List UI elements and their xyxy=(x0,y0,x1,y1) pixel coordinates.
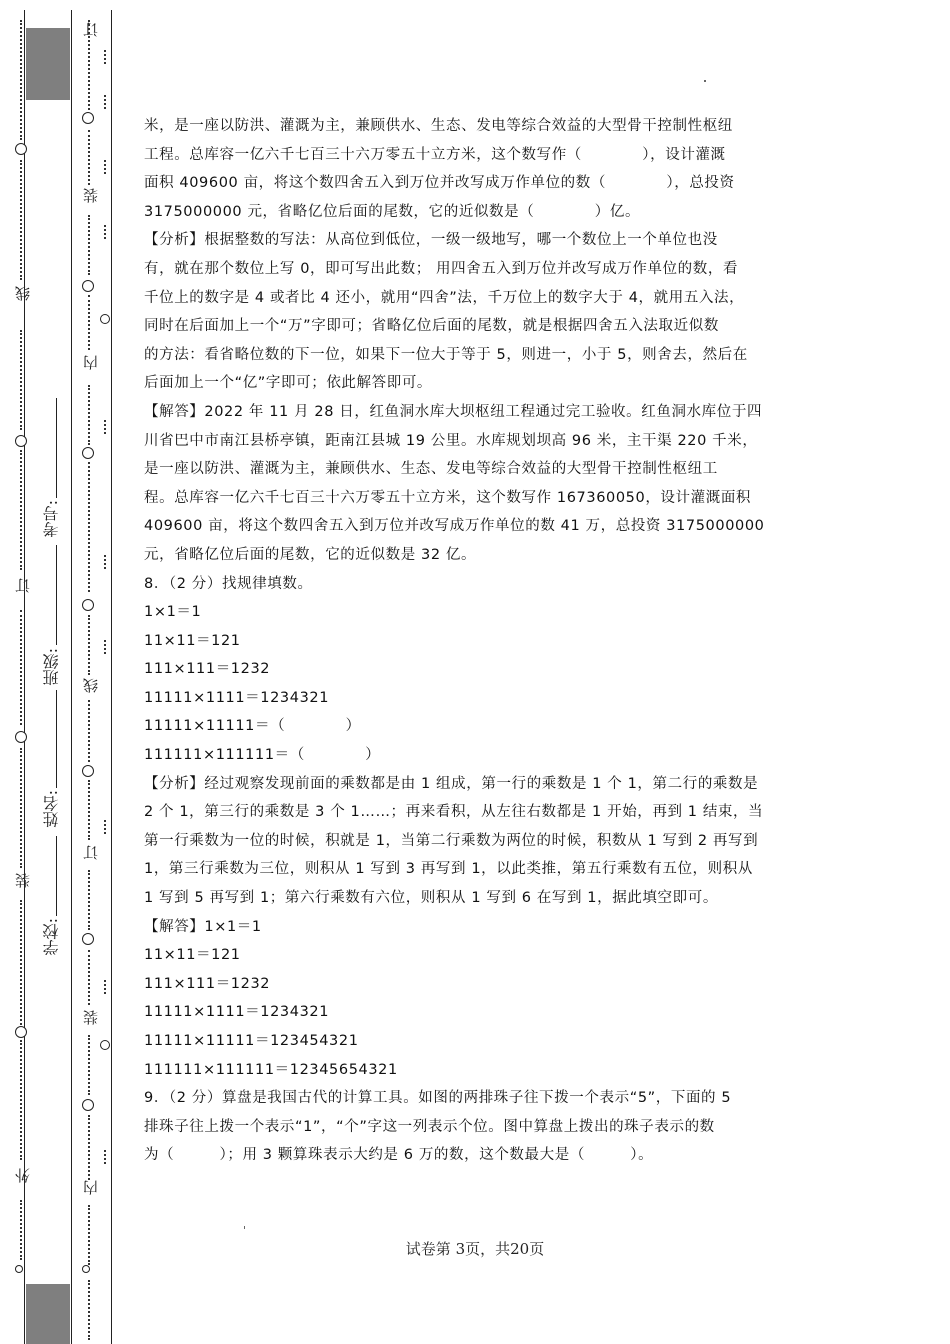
cut-line-inner xyxy=(88,870,90,930)
q7-answer-line: 川省巴中市南江县桥亭镇，距南江县城 19 公里。水库规划坝高 96 米，主干渠 220 千米， xyxy=(144,432,758,449)
q8-row: 11111×11111＝（ ） xyxy=(144,718,361,735)
cut-line-outer xyxy=(20,610,22,725)
inner-label-nei: 内 xyxy=(82,1180,100,1195)
q8-answer-line: 111×111＝1232 xyxy=(144,975,271,992)
outer-label-xian: 线 xyxy=(14,286,32,301)
cut-line-outer xyxy=(20,1040,22,1160)
binding-margin xyxy=(0,0,115,1344)
tick-mark xyxy=(104,1150,106,1164)
q7-line: 工程。总库容一亿六千七百三十六万零五十立方米，这个数写作（ ），设计灌溉 xyxy=(144,146,726,163)
cut-circle xyxy=(15,1265,23,1273)
tick-mark xyxy=(104,160,106,174)
field-exam-number-line[interactable] xyxy=(56,398,57,498)
field-name-line[interactable] xyxy=(56,690,57,788)
cut-circle xyxy=(82,765,94,777)
q9-line: 9．（2 分）算盘是我国古代的计算工具。如图的两排珠子往下拨一个表示“5”，下面的 5 xyxy=(144,1090,732,1107)
tick-mark xyxy=(104,820,106,834)
q8-analysis-line: 【分析】经过观察发现前面的乘数都是由 1 组成，第一行的乘数是 1 个 1，第二行的乘数是 xyxy=(144,775,759,792)
inner-label-zhuang: 装 xyxy=(82,188,100,203)
cut-circle xyxy=(82,933,94,945)
q8-answer-line: 11×11＝121 xyxy=(144,947,241,964)
binding-gray-block-top xyxy=(26,28,70,100)
q9-line: 排珠子往上拨一个表示“1”，“个”字这一列表示个位。图中算盘上拨出的珠子表示的数 xyxy=(144,1118,715,1135)
cut-line-inner xyxy=(88,950,90,1005)
binding-gray-block-bottom xyxy=(26,1284,70,1344)
q7-answer-line: 【解答】2022 年 11 月 28 日，红鱼洞水库大坝枢纽工程通过完工验收。红鱼洞水库位于四 xyxy=(144,403,763,420)
cut-line-outer xyxy=(20,748,22,868)
cut-line-outer xyxy=(20,450,22,570)
q7-answer-line: 程。总库容一亿六千七百三十六万零五十立方米，这个数写作 167360050，设计灌溉面积 xyxy=(144,489,752,506)
cut-circle xyxy=(82,112,94,124)
q7-analysis-line: 的方法：看省略位数的下一位，如果下一位大于等于 5，则进一，小于 5，则舍去，然后在 xyxy=(144,346,748,363)
q8-analysis-line: 1，第三行乘数为三位，则积从 1 写到 3 再写到 1，以此类推，第五行乘数有五位，则积从 xyxy=(144,861,753,878)
q8-row: 1×1＝1 xyxy=(144,604,202,621)
q8-analysis-line: 2 个 1，第三行的乘数是 3 个 1……；再来看积，从左往右数都是 1 开始，再到 1 结束，当 xyxy=(144,804,764,821)
q7-analysis-line: 【分析】根据整数的写法：从高位到低位，一级一级地写，哪一个数位上一个单位也没 xyxy=(144,232,718,249)
cut-line-inner xyxy=(88,295,90,350)
cut-line-outer xyxy=(20,900,22,1025)
cut-circle xyxy=(15,143,27,155)
q8-analysis-line: 1 写到 5 再写到 1；第六行乘数有六位，则积从 1 写到 6 在写到 1，据此填空即可。 xyxy=(144,890,718,907)
q8-analysis-line: 第一行乘数为一位的时候，积就是 1，当第二行乘数为两位的时候，积数从 1 写到 2 再写到 xyxy=(144,832,759,849)
q7-analysis-line: 同时在后面加上一个“万”字即可；省略亿位后面的尾数，就是根据四舍五入法取近似数 xyxy=(144,318,719,335)
cut-line-outer xyxy=(20,20,22,140)
inner-label-ding: 订 xyxy=(82,22,100,37)
q7-line: 米，是一座以防洪、灌溉为主，兼顾供水、生态、发电等综合效益的大型骨干控制性枢纽 xyxy=(144,118,733,134)
inner-label-zhuang: 装 xyxy=(82,1010,100,1025)
cut-circle xyxy=(82,447,94,459)
field-exam-number-label: 考号: xyxy=(42,500,61,538)
tick-mark xyxy=(104,95,106,109)
q7-analysis-line: 后面加上一个“亿”字即可；依此解答即可。 xyxy=(144,375,433,392)
scan-speck xyxy=(244,1226,245,1229)
q9-line: 为（ ）；用 3 颗算珠表示大约是 6 万的数，这个数最大是（ ）。 xyxy=(144,1147,654,1164)
cut-line-inner xyxy=(88,130,90,185)
tick-mark xyxy=(104,980,106,994)
question9 xyxy=(144,1084,814,1170)
q8-answer-line: 【解答】1×1＝1 xyxy=(144,918,262,935)
cut-line-inner xyxy=(88,1035,90,1095)
q7-analysis-line: 千位上的数字是 4 或者比 4 还小，就用“四舍”法，千万位上的数字大于 4，就用五入法， xyxy=(144,289,745,306)
cut-circle xyxy=(82,1099,94,1111)
q7-answer-line: 409600 亩，将这个数四舍五入到万位并改写成万作单位的数 41 万，总投资 3175000000 xyxy=(144,518,765,535)
q8-row: 11×11＝121 xyxy=(144,632,241,649)
cut-line-inner xyxy=(88,1280,90,1340)
inner-label-xian: 线 xyxy=(82,678,100,693)
field-school-label: 学校: xyxy=(42,918,61,956)
field-class-line[interactable] xyxy=(56,545,57,645)
field-class-label: 班级: xyxy=(42,648,61,686)
cut-circle xyxy=(82,280,94,292)
tick-mark xyxy=(104,225,106,239)
question7 xyxy=(144,112,814,570)
outer-label-wai: 外 xyxy=(14,1168,32,1183)
tick-mark xyxy=(104,50,106,64)
page-footer: 试卷第 3页，共20页 xyxy=(405,1240,545,1258)
cut-line-inner xyxy=(88,780,90,840)
q7-line: 3175000000 元，省略亿位后面的尾数，它的近似数是（ ）亿。 xyxy=(144,203,641,220)
question-content xyxy=(144,112,814,1170)
cut-circle xyxy=(15,731,27,743)
field-name-label: 姓名: xyxy=(42,790,61,828)
q8-title: 8．（2 分）找规律填数。 xyxy=(144,575,313,592)
q8-answer-line: 111111×111111＝12345654321 xyxy=(144,1061,398,1078)
cut-line-outer xyxy=(20,330,22,430)
q8-row: 111111×111111＝（ ） xyxy=(144,747,381,764)
cut-line-outer xyxy=(20,160,22,280)
q8-row: 11111×1111＝1234321 xyxy=(144,689,330,706)
cut-line-inner xyxy=(88,1115,90,1180)
q7-analysis-line: 有，就在那个数位上写 0，即可写出此数； 用四舍五入到万位并改写成万作单位的数，看 xyxy=(144,260,739,277)
q8-row: 111×111＝1232 xyxy=(144,661,271,678)
q7-answer-line: 元，省略亿位后面的尾数，它的近似数是 32 亿。 xyxy=(144,546,477,563)
tick-mark xyxy=(104,640,106,654)
inner-label-nei: 内 xyxy=(82,355,100,370)
outer-label-zhuang: 装 xyxy=(14,873,32,888)
scan-speck xyxy=(704,80,706,82)
small-circle xyxy=(100,314,110,324)
tick-mark xyxy=(104,420,106,434)
field-school-line[interactable] xyxy=(56,836,57,916)
q7-line: 面积 409600 亩，将这个数四舍五入到万位并改写成万作单位的数（ ），总投资 xyxy=(144,175,735,192)
cut-line-inner xyxy=(88,700,90,762)
cut-circle xyxy=(82,1265,90,1273)
binding-rule xyxy=(111,10,112,1344)
cut-line-inner xyxy=(88,215,90,275)
cut-line-inner xyxy=(88,615,90,675)
cut-circle xyxy=(82,599,94,611)
outer-label-ding: 订 xyxy=(14,578,32,593)
cut-circle xyxy=(15,435,27,447)
cut-line-inner xyxy=(88,462,90,592)
q7-answer-line: 是一座以防洪、灌溉为主，兼顾供水、生态、发电等综合效益的大型骨干控制性枢纽工 xyxy=(144,461,718,478)
cut-circle xyxy=(15,1026,27,1038)
question8 xyxy=(144,570,814,1085)
tick-mark xyxy=(104,555,106,569)
small-circle xyxy=(100,1040,110,1050)
q8-answer-line: 11111×1111＝1234321 xyxy=(144,1004,330,1021)
inner-label-ding: 订 xyxy=(82,845,100,860)
q8-answer-line: 11111×11111＝123454321 xyxy=(144,1033,359,1049)
cut-line-inner xyxy=(88,385,90,445)
